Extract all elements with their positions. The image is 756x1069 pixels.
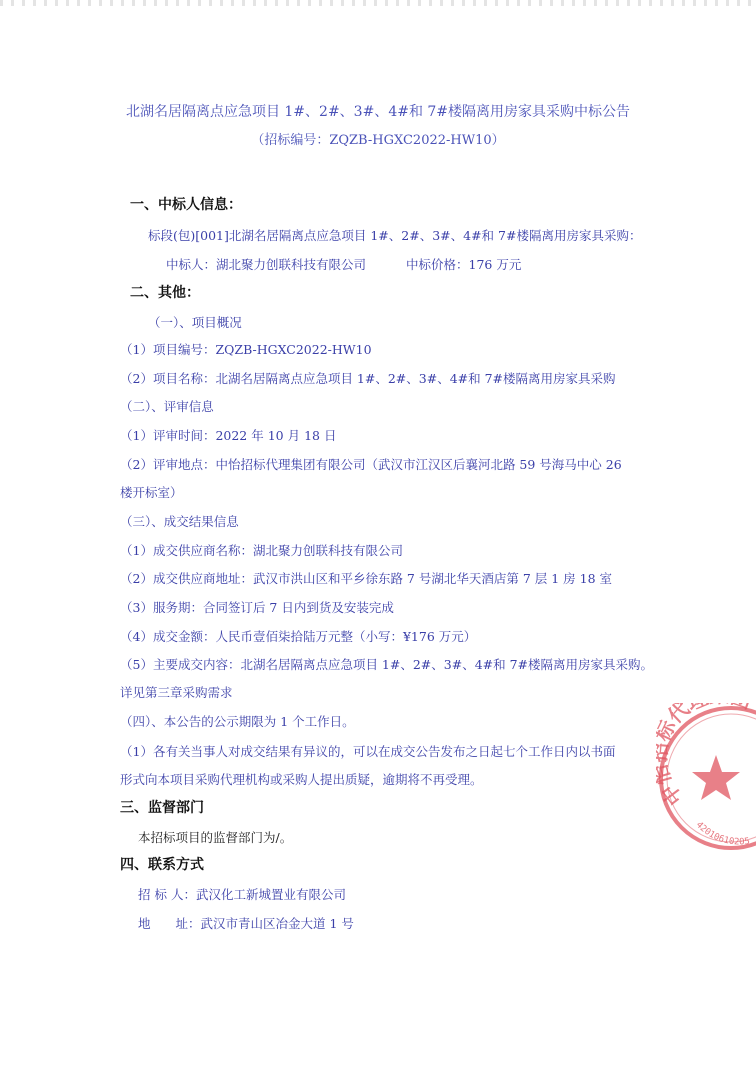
- seal-text: 中 代: [656, 703, 695, 811]
- sub-heading-project-overview: （一）、项目概况: [148, 315, 242, 330]
- section-1-heading: 一、中标人信息：: [130, 197, 242, 213]
- supervision-text: 本招标项目的监督部门为/。: [138, 830, 293, 845]
- winner-line: [166, 257, 521, 273]
- lot-line: 标段(包)[001]北湖名居隔离点应急项目 1#、2#、3#、4#和 7#楼隔离用房家具采购：: [148, 228, 642, 243]
- deal-content-line-1: （5）主要成交内容：北湖名居隔离点应急项目 1#、2#、3#、4#和 7#楼隔离用房家具采购。: [120, 657, 654, 672]
- winner-price: 中标价格：176 万元: [406, 257, 522, 272]
- objection-line-1: （1）各有关当事人对成交结果有异议的，可以在成交公告发布之日起七个工作日内以书面: [120, 744, 616, 759]
- section-2-heading: 二、其他：: [130, 285, 200, 301]
- project-number: （1）项目编号：ZQZB-HGXC2022-HW10: [120, 342, 372, 357]
- section-3-heading: 三、监督部门: [120, 800, 204, 816]
- sub-heading-review-info: （二）、评审信息: [120, 399, 214, 414]
- seal-graphic: [656, 703, 756, 853]
- review-time: （1）评审时间：2022 年 10 月 18 日: [120, 428, 337, 443]
- scan-edge-artifact: [0, 0, 756, 6]
- seal-star-icon: [692, 755, 740, 800]
- deal-content-line-2: 详见第三章采购需求: [120, 685, 233, 700]
- supplier-address: （2）成交供应商地址：武汉市洪山区和平乡徐东路 7 号湖北华天酒店第 7 层 1 房 18 室: [120, 571, 613, 586]
- winner-name: 中标人：湖北聚力创联科技有限公司: [166, 257, 367, 272]
- service-period: （3）服务期：合同签订后 7 日内到货及安装完成: [120, 600, 394, 615]
- sub-heading-result-info: （三）、成交结果信息: [120, 514, 239, 529]
- section-4-heading: 四、联系方式: [120, 857, 204, 873]
- document-title: 北湖名居隔离点应急项目 1#、2#、3#、4#和 7#楼隔离用房家具采购中标公告: [125, 104, 631, 120]
- address-line: 地 址：武汉市青山区冶金大道 1 号: [138, 916, 354, 931]
- review-place-line-1: （2）评审地点：中怡招标代理集团有限公司（武汉市江汉区后襄河北路 59 号海马中心 26: [120, 457, 622, 472]
- tenderer-line: 招 标 人：武汉化工新城置业有限公司: [138, 887, 346, 902]
- project-name: （2）项目名称：北湖名居隔离点应急项目 1#、2#、3#、4#和 7#楼隔离用房家具采购: [120, 371, 616, 386]
- seal-number: 42010610205: [693, 820, 751, 848]
- review-place-line-2: 楼开标室）: [120, 485, 183, 500]
- official-seal: [656, 703, 756, 853]
- deal-amount: （4）成交金额：人民币壹佰柒拾陆万元整（小写：¥176 万元）: [120, 629, 477, 644]
- notice-period: （四）、本公告的公示期限为 1 个工作日。: [120, 714, 355, 729]
- supplier-name: （1）成交供应商名称：湖北聚力创联科技有限公司: [120, 543, 403, 558]
- objection-line-2: 形式向本项目采购代理机构或采购人提出质疑，逾期将不再受理。: [120, 772, 483, 787]
- document-subtitle: （招标编号：ZQZB-HGXC2022-HW10）: [251, 133, 505, 148]
